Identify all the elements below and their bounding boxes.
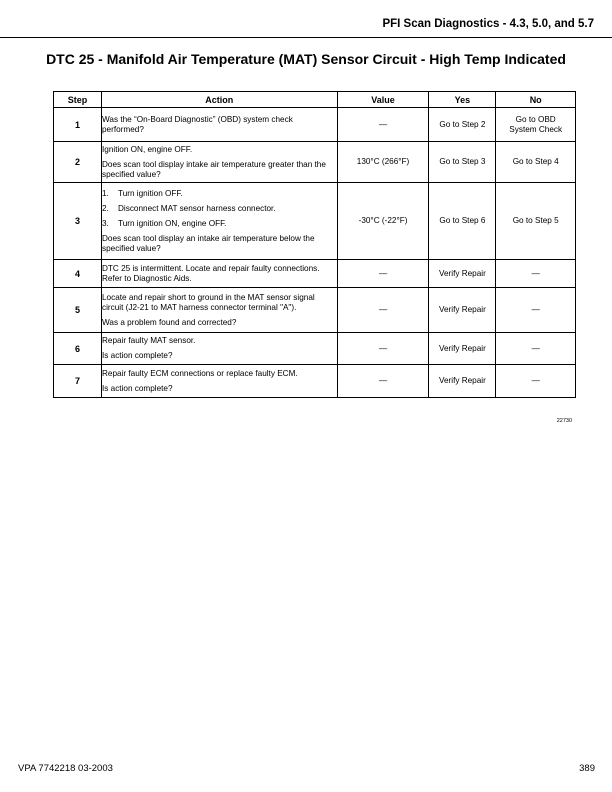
page-title: DTC 25 - Manifold Air Temperature (MAT) Sensor Circuit - High Temp Indicated (46, 51, 566, 67)
table-row (54, 260, 576, 288)
action-cell (102, 108, 338, 142)
col-header-value: Value (337, 92, 429, 108)
action-cell (102, 142, 338, 183)
value-cell: — (337, 260, 429, 288)
col-header-step: Step (54, 92, 102, 108)
yes-cell: Verify Repair (429, 333, 496, 365)
yes-cell: Go to Step 6 (429, 183, 496, 260)
no-cell: — (496, 260, 576, 288)
action-cell (102, 333, 338, 365)
no-cell: — (496, 333, 576, 365)
col-header-yes: Yes (429, 92, 496, 108)
action-text: Repair faulty MAT sensor. (102, 336, 196, 345)
table-header-row (54, 92, 576, 108)
no-cell: Go to Step 5 (496, 183, 576, 260)
footer-doc-id: VPA 7742218 03-2003 (18, 763, 113, 774)
action-text: Does scan tool display an intake air temperature below the specified value? (102, 233, 315, 253)
action-text: Is action complete? (102, 383, 173, 393)
step-number: 4 (54, 260, 102, 288)
action-text: Does scan tool display intake air temperature greater than the specified value? (102, 159, 326, 179)
col-header-action: Action (102, 92, 338, 108)
action-cell (102, 260, 338, 288)
figure-number: 22730 (556, 418, 572, 424)
value-cell: 130°C (266°F) (337, 142, 429, 183)
step-number: 3 (54, 183, 102, 260)
no-cell: Go to Step 4 (496, 142, 576, 183)
action-list-item: 1. Turn ignition OFF. (102, 188, 183, 198)
step-number: 7 (54, 365, 102, 398)
diagnostic-table (53, 91, 576, 398)
step-number: 6 (54, 333, 102, 365)
action-cell (102, 288, 338, 333)
action-text: Is action complete? (102, 351, 173, 360)
table-row (54, 365, 576, 398)
action-text: Ignition ON, engine OFF. (102, 144, 193, 154)
no-cell: — (496, 365, 576, 398)
no-cell: Go to OBD System Check (496, 108, 576, 142)
action-text: Was a problem found and corrected? (102, 317, 237, 327)
table-row (54, 333, 576, 365)
footer-page-number: 389 (579, 763, 595, 774)
col-header-no: No (496, 92, 576, 108)
action-text: Was the “On-Board Diagnostic” (OBD) system check performed? (102, 114, 293, 134)
value-cell: — (337, 288, 429, 333)
table-row (54, 108, 576, 142)
step-number: 5 (54, 288, 102, 333)
yes-cell: Verify Repair (429, 288, 496, 333)
step-number: 1 (54, 108, 102, 142)
value-cell: — (337, 108, 429, 142)
yes-cell: Verify Repair (429, 260, 496, 288)
yes-cell: Verify Repair (429, 365, 496, 398)
action-cell (102, 183, 338, 260)
action-text: DTC 25 is intermittent. Locate and repair faulty connections. Refer to Diagnostic Aids. (102, 263, 320, 283)
running-header: PFI Scan Diagnostics - 4.3, 5.0, and 5.7 (382, 18, 594, 30)
table-row (54, 142, 576, 183)
value-cell: — (337, 365, 429, 398)
action-list-item: 2. Disconnect MAT sensor harness connector. (102, 203, 276, 213)
action-list-item: 3. Turn ignition ON, engine OFF. (102, 218, 227, 228)
value-cell: — (337, 333, 429, 365)
action-text: Locate and repair short to ground in the MAT sensor signal circuit (J2-21 to MAT harness connector terminal "A"). (102, 292, 315, 312)
table-row (54, 183, 576, 260)
table-row (54, 288, 576, 333)
action-cell (102, 365, 338, 398)
no-cell: — (496, 288, 576, 333)
step-number: 2 (54, 142, 102, 183)
yes-cell: Go to Step 3 (429, 142, 496, 183)
header-rule (0, 37, 612, 38)
value-cell: -30°C (-22°F) (337, 183, 429, 260)
action-text: Repair faulty ECM connections or replace faulty ECM. (102, 368, 298, 378)
yes-cell: Go to Step 2 (429, 108, 496, 142)
